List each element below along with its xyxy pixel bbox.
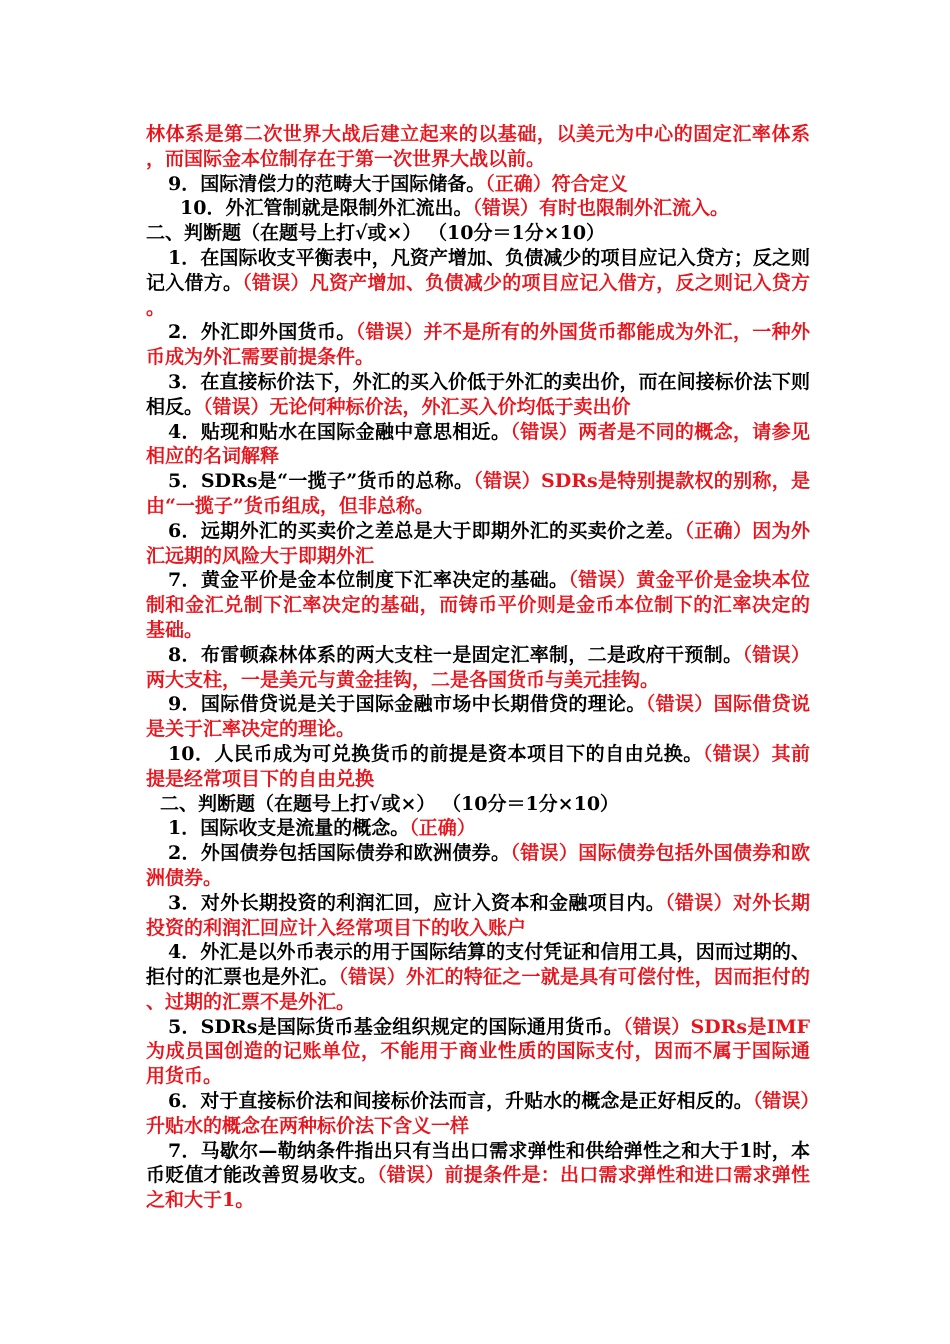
question-4: 4．贴现和贴水在国际金融中意思相近。（错误）两者是不同的概念，请参见相应的名词解释 (146, 420, 810, 468)
question-4: 4．外汇是以外币表示的用于国际结算的支付凭证和信用工具，因而过期的、拒付的汇票也是外汇。（错误）外汇的特征之一就是具有可偿付性，因而拒付的、过期的汇票不是外汇。 (146, 941, 810, 1013)
question-7: 7．黄金平价是金本位制度下汇率决定的基础。（错误）黄金平价是金块本位制和金汇兑制下汇率决定的基础，而铸币平价则是金币本位制下的汇率决定的基础。 (146, 569, 810, 641)
question-3: 3．对外长期投资的利润汇回，应计入资本和金融项目内。（错误）对外长期投资的利润汇回应计入经常项目下的收入账户 (146, 891, 810, 939)
question-5: 5．SDRs是“一揽子”货币的总称。（错误）SDRs是特别提款权的别称，是由“一揽子”货币组成，但非总称。 (146, 470, 811, 517)
answer-text: （错误）黄金平价是金块本位制和金汇兑制下汇率决定的基础，而铸币平价则是金币本位制下的汇率决定的基础。 (146, 569, 810, 641)
question-7: 7．马歇尔—勒纳条件指出只有当出口需求弹性和供给弹性之和大于1时，本币贬值才能改善贸易收支。（错误）前提条件是：出口需求弹性和进口需求弹性之和大于1。 (146, 1139, 810, 1212)
answer-text: （错误）两大支柱，一是美元与黄金挂钩，二是各国货币与美元挂钩。 (146, 643, 810, 691)
answer-text: （错误）有时也限制外汇流入。 (472, 197, 729, 220)
question-6: 6．对于直接标价法和间接标价法而言，升贴水的概念是正好相反的。（错误）升贴水的概念在两种标价法下含义一样 (146, 1090, 810, 1137)
paragraph-continuation (146, 122, 810, 172)
answer-text: （错误）SDRs是IMF为成员国创造的记账单位，不能用于商业性质的国际支付，因而不属于国际通用货币。 (146, 1015, 811, 1088)
answer-text: （错误）凡资产增加、负债减少的项目应记入借方，反之则记入贷方。 (146, 271, 810, 319)
question-1: 1．在国际收支平衡表中，凡资产增加、负债减少的项目应记入贷方；反之则记入借方。（错误）凡资产增加、负债减少的项目应记入借方，反之则记入贷方。 (146, 246, 810, 319)
answer-text: （错误）国际借贷说是关于汇率决定的理论。 (146, 693, 810, 741)
document-page (146, 122, 810, 1213)
answer-text: （错误）外汇的特征之一就是具有可偿付性，因而拒付的、过期的汇票不是外汇。 (146, 966, 810, 1013)
answer-text: （错误）升贴水的概念在两种标价法下含义一样 (146, 1090, 810, 1137)
question-2: 2．外国债券包括国际债券和欧洲债券。（错误）国际债券包括外国债券和欧洲债券。 (146, 842, 810, 889)
question-2: 2．外汇即外国货币。（错误）并不是所有的外国货币都能成为外汇，一种外币成为外汇需要前提条件。 (146, 321, 810, 369)
answer-text: 林体系是第二次世界大战后建立起来的以基础，以美元为中心的固定汇率体系，而国际金本位制存在于第一次世界大战以前。 (146, 123, 810, 170)
question-3: 3．在直接标价法下，外汇的买入价低于外汇的卖出价，而在间接标价法下则相反。（错误）无论何种标价法，外汇买入价均低于卖出价 (146, 370, 810, 418)
section-heading: 二、判断题（在题号上打√或×） （10分＝1分×10） (146, 222, 606, 245)
question-5: 5．SDRs是国际货币基金组织规定的国际通用货币。（错误）SDRs是IMF为成员国创造的记账单位，不能用于商业性质的国际支付，因而不属于国际通用货币。 (146, 1015, 811, 1088)
question-9: 9．国际清偿力的范畴大于国际储备。（正确）符合定义 (168, 172, 628, 195)
question-10: 10．人民币成为可兑换货币的前提是资本项目下的自由兑换。（错误）其前提是经常项目下的自由兑换 (146, 742, 810, 790)
answer-text: （正确）因为外汇远期的风险大于即期外汇 (146, 519, 810, 567)
answer-text: （错误）国际债券包括外国债券和欧洲债券。 (146, 842, 810, 889)
question-6: 6．远期外汇的买卖价之差总是大于即期外汇的买卖价之差。（正确）因为外汇远期的风险大于即期外汇 (146, 519, 810, 567)
answer-text: （正确） (409, 817, 476, 840)
answer-text: （错误）SDRs是特别提款权的别称，是由“一揽子”货币组成，但非总称。 (146, 470, 811, 517)
answer-text: （错误）并不是所有的外国货币都能成为外汇，一种外币成为外汇需要前提条件。 (146, 321, 810, 369)
answer-text: （错误）无论何种标价法，外汇买入价均低于卖出价 (203, 395, 631, 418)
question-9: 9．国际借贷说是关于国际金融市场中长期借贷的理论。（错误）国际借贷说是关于汇率决定的理论。 (146, 693, 810, 741)
section-heading: 二、判断题（在题号上打√或×） （10分＝1分×10） (160, 792, 620, 815)
answer-text: （错误）对外长期投资的利润汇回应计入经常项目下的收入账户 (146, 891, 810, 939)
answer-text: （错误）前提条件是：出口需求弹性和进口需求弹性之和大于1。 (146, 1164, 810, 1212)
answer-text: （错误）两者是不同的概念，请参见相应的名词解释 (146, 420, 810, 468)
question-10: 10．外汇管制就是限制外汇流出。（错误）有时也限制外汇流入。 (180, 197, 729, 220)
answer-text: （错误）其前提是经常项目下的自由兑换 (146, 742, 810, 790)
answer-text: （正确）符合定义 (485, 172, 628, 195)
question-8: 8．布雷顿森林体系的两大支柱一是固定汇率制，二是政府干预制。（错误）两大支柱，一是美元与黄金挂钩，二是各国货币与美元挂钩。 (146, 643, 810, 691)
question-1: 1．国际收支是流量的概念。（正确） (168, 817, 476, 840)
